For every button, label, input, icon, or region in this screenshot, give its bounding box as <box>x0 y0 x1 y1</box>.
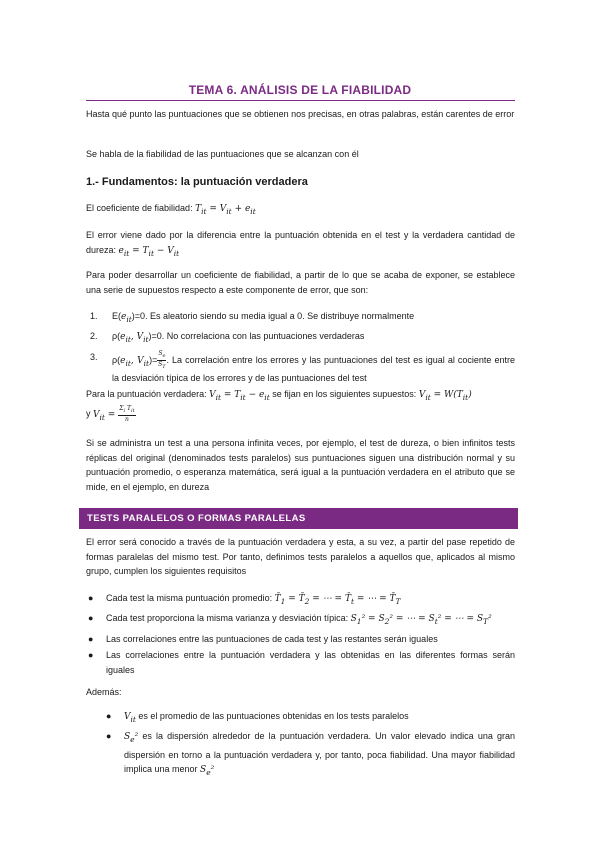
verdadera-label: Para la puntuación verdadera: <box>86 389 210 399</box>
ademas-label: Además: <box>86 687 122 697</box>
error-text: El error viene dado por la diferencia entre la puntuación obtenida en el test y la verdadera cantidad de dureza: <box>86 230 515 255</box>
bullet-icon: ● <box>106 731 112 742</box>
bullet-icon: ● <box>88 613 94 624</box>
administra-paragraph: Si se administra un test a una persona infinita veces, por ejemplo, el test de dureza, o bien infinitos tests réplicas del original (denominados tests paralelos) sus puntuaciones siguen una distribución normal y su puntuación promedio, o esperanza matemática, será igual a la puntuación verdadera en el atributo que se mide, en el ejemplo, en dureza <box>86 438 515 492</box>
intro-paragraph: Hasta qué punto las puntuaciones que se obtienen nos precisas, en otras palabras, están carentes de error <box>86 109 515 119</box>
requisitos-list <box>88 591 515 679</box>
section-band-tests-paralelos <box>79 508 518 529</box>
bullet-icon: ● <box>88 633 94 644</box>
coeficiente-formula: $T_{it} = V_{it} + e_{it}$ <box>195 204 256 216</box>
coeficiente-line <box>86 201 515 219</box>
band-title: TESTS PARALELOS O FORMAS PARALELAS <box>87 513 306 524</box>
supuestos-list <box>86 309 515 385</box>
verdadera-paragraph: Para la puntuación verdadera: $V_{it} = T_{it} - e_{it}$ se fijan en los siguientes supuestos: $V_{it} = W(T_{it})$ y $V_{it}$ = $\frac{\Sigma_i T_{it}}{n}$ <box>86 389 472 424</box>
bullet-icon: ● <box>88 593 94 603</box>
coeficiente-label: El coeficiente de fiabilidad: <box>86 203 196 213</box>
error-paragraph <box>86 228 515 261</box>
list-item: 2. $\rho(e_{it}$, $V_{it})=0$. No correlaciona con las puntuaciones verdaderas <box>90 331 365 345</box>
list-item: 3. $\rho(e_{it}$, $V_{it})=$ $\frac{S_e}{S_T}$ . La correlación entre los errores y las puntuaciones del test es igual al cociente entre la desviación típica de los errores y de las puntuaciones del test <box>90 349 515 383</box>
intro-paragraph-2: Se habla de la fiabilidad de las puntuaciones que se alcanzan con él <box>86 149 359 159</box>
section-heading-fundamentos: 1.- Fundamentos: la puntuación verdadera <box>86 176 308 188</box>
list-item: ● Las correlaciones entre las puntuaciones de cada test y las restantes serán iguales <box>88 632 515 647</box>
error-formula: $e_{it} = T_{it} - V_{it}$ <box>118 245 180 258</box>
bullet-icon: ● <box>106 711 112 721</box>
list-item: ● Cada test la misma puntuación promedio: $T̄_1$ = $T̄_2$ = ⋯ = $T̄_t$ = ⋯ = $T̄_T$ <box>88 593 401 606</box>
list-item: ● Las correlaciones entre la puntuación verdadera y las obtenidas en las diferentes formas serán iguales <box>88 650 515 675</box>
list-item: ● $S_e^2$ es la dispersión alrededor de la puntuación verdadera. Un valor elevado indica una gran dispersión en torno a la puntuación verdadera y, por tanto, poca fiabilidad. Una mayor fiabilidad implica una menor $S_e^2$ <box>106 731 515 777</box>
supuestos-intro: Para poder desarrollar un coeficiente de fiabilidad, a partir de lo que se acaba de exponer, se establece una serie de supuestos respecto a este componente de error, que son: <box>86 270 515 295</box>
list-item: 1. $E(e_{it})=0$. Es aleatorio siendo su media igual a 0. Se distribuye normalmente <box>90 311 415 324</box>
list-item: ● Cada test proporciona la misma varianza y desviación típica: $S_1^2 = S_2^2$ = ⋯ = $S_t^2$ = ⋯ = $S_T^2$ <box>88 613 492 627</box>
title-underline <box>86 100 515 101</box>
bullet-icon: ● <box>88 650 94 661</box>
page-title: TEMA 6. ANÁLISIS DE LA FIABILIDAD <box>188 83 412 97</box>
list-item: ● $V_{it}$ es el promedio de las puntuaciones obtenidas en los tests paralelos <box>106 711 409 724</box>
ademas-list <box>106 709 515 782</box>
paralelos-intro: El error será conocido a través de la puntuación verdadera y esta, a su vez, a partir del pase repetido de formas paralelas del mismo test. Por tanto, definimos tests paralelos a aquellos que, aplicados al mismo grupo, cumplen los siguientes requisitos <box>86 537 515 576</box>
